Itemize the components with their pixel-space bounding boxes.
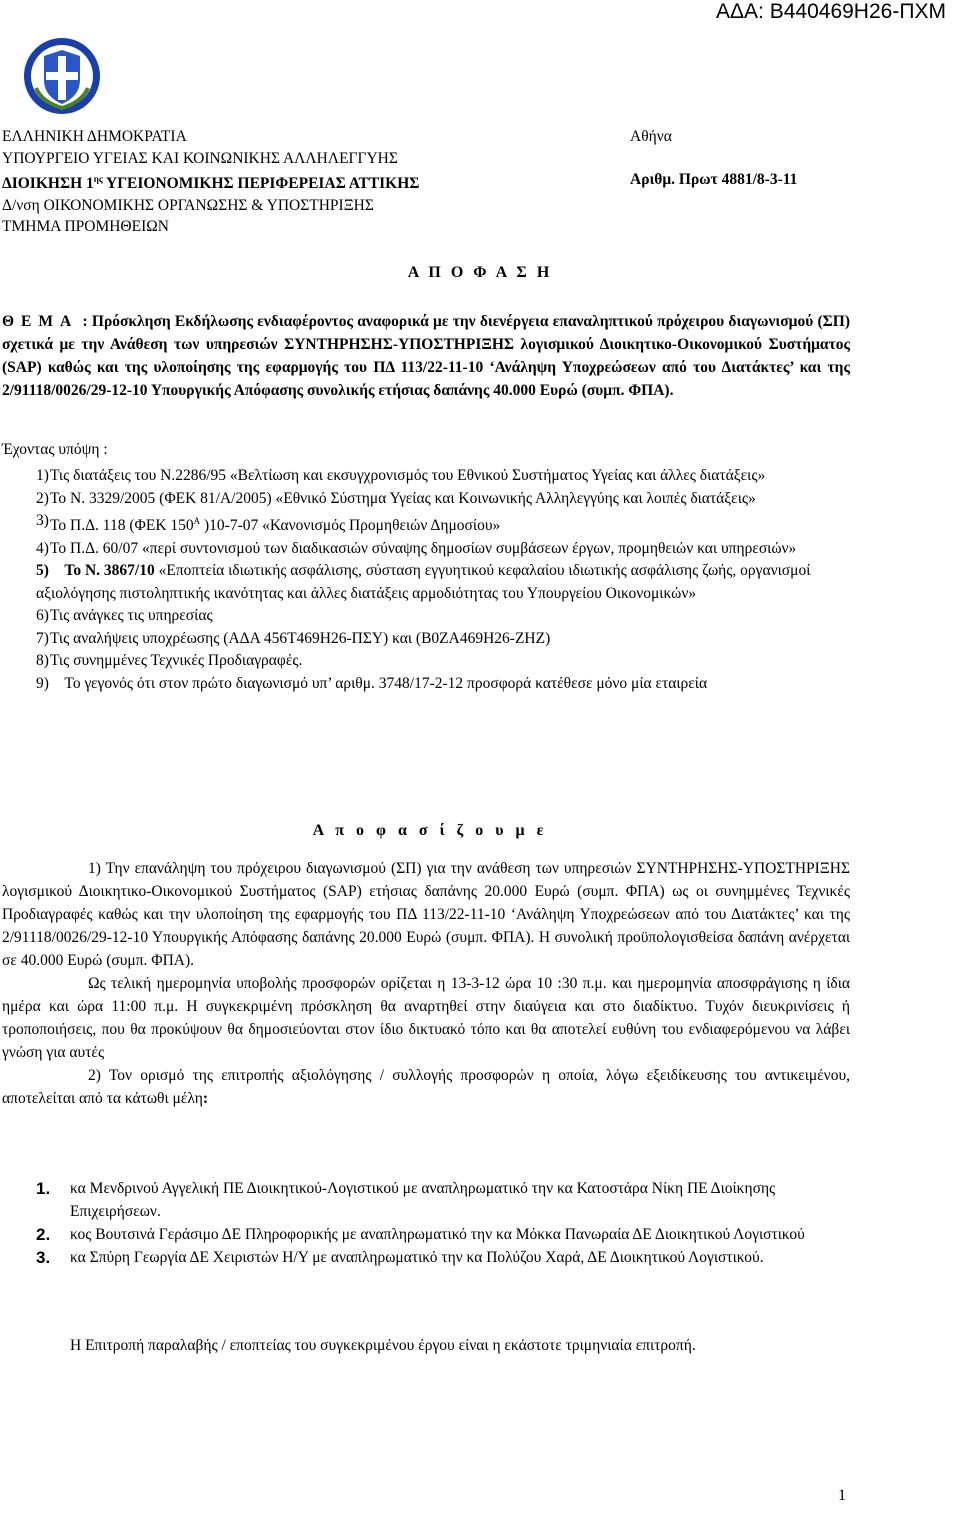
- ada-code: ΑΔΑ: Β440469Η26-ΠΧΜ: [716, 0, 946, 23]
- header-right: [630, 126, 797, 191]
- list-item: 1) Τις διατάξεις του Ν.2286/95 «Βελτίωση και εκσυγχρονισμός του Εθνικού Συστήματος Υγείας και άλλες διατάξεις»: [36, 467, 766, 484]
- subject-label: ΘΕΜΑ: [2, 313, 79, 330]
- document-title: Α Π Ο Φ Α Σ Η: [407, 264, 553, 281]
- closing-text: Η Επιτροπή παραλαβής / εποπτείας του συγκεκριμένου έργου είναι η εκάστοτε τριμηνιαία επιτροπή.: [70, 1337, 696, 1354]
- decision-paragraph-2: 2) Τον ορισμό της επιτροπής αξιολόγησης / συλλογής προσφορών η οποία, λόγω εξειδίκευσης του αντικειμένου, αποτελείται από τα κάτωθι μέλη:: [2, 1067, 850, 1107]
- considering-heading: Έχοντας υπόψη :: [2, 441, 108, 458]
- directorate-line: Δ/νση ΟΙΚΟΝΟΜΙΚΗΣ ΟΡΓΑΝΩΣΗΣ & ΥΠΟΣΤΗΡΙΞΗΣ: [2, 196, 374, 214]
- list-item: 5) Το Ν. 3867/10 «Εποπτεία ιδιωτικής ασφάλισης, σύσταση εγγυητικού κεφαλαίου ιδιωτικής ασφάλισης ζωής, οργανισμοί αξιολόγησης πιστοληπτικής ικανότητας και άλλες διατάξεις αρμοδιότητας του Υπουργείου Οικονομικών»: [36, 562, 811, 602]
- list-item: 6) Τις ανάγκες τις υπηρεσίας: [36, 607, 213, 625]
- header-line: ΥΠΟΥΡΓΕΙΟ ΥΓΕΙΑΣ ΚΑΙ ΚΟΙΝΩΝΙΚΗΣ ΑΛΛΗΛΕΓΓΥΗΣ: [2, 149, 398, 167]
- authority-line: ΔΙΟΙΚΗΣΗ $1^{\eta\varsigma}$ ΥΓΕΙΟΝΟΜΙΚΗΣ ΠΕΡΙΦΕΡΕΙΑΣ ΑΤΤΙΚΗΣ: [2, 174, 420, 193]
- list-item: 7) Τις αναλήψεις υποχρέωσης (ΑΔΑ 456Τ469Η26-ΠΣΥ) και (Β0ΖΑ469Η26-ΖΗΖ): [36, 629, 551, 647]
- list-item: 2) Το Ν. 3329/2005 (ΦΕΚ 81/Α/2005) «Εθνικό Σύστημα Υγείας και Κοινωνικής Αλληλεγγύης και λοιπές διατάξεις»: [36, 489, 756, 507]
- list-item: 4) Το Π.Δ. 60/07 «περί συντονισμού των διαδικασιών σύναψης δημοσίων συμβάσεων έργων, προμηθειών και υπηρεσιών»: [36, 539, 797, 557]
- header-line: ΕΛΛΗΝΙΚΗ ΔΗΜΟΚΡΑΤΙΑ: [2, 128, 187, 145]
- subject: [2, 310, 850, 402]
- issuer-header: [2, 126, 419, 238]
- considerations-list: [2, 465, 862, 695]
- list-item: 3) Το Π.Δ. 118 (ΦΕΚ $150^A$ )10-7-07 «Κανονισμός Προμηθειών Δημοσίου»: [36, 512, 501, 535]
- decision-body: [2, 857, 850, 1110]
- list-item: 9) Το γεγονός ότι στον πρώτο διαγωνισμό υπ’ αριθμ. 3748/17-2-12 προσφορά κατέθεσε μόνο μία εταιρεία: [36, 674, 708, 692]
- decision-paragraph-1: 1) Την επανάληψη του πρόχειρου διαγωνισμού (ΣΠ) για την ανάθεση των υπηρεσιών ΣΥΝΤΗΡΗΣΗΣ-ΥΠΟΣΤΗΡΙΞΗΣ λογισμικού Διοικητικο-Οικονομικού Συστήματος (SAP) ετήσιας δαπάνης 20.000 Ευρώ (συμπ. ΦΠΑ) ως οι συνημμένες Τεχνικές Προδιαγραφές καθώς και την υλοποίηση της εφαρμογής του ΠΔ 113/22-11-10 ‘Ανάληψη Υποχρεώσεων από του Διατάκτες’ και της 2/91118/0026/29-12-10 Υπουργικής Απόφασης δαπάνης 20.000 Ευρώ (συμπ. ΦΠΑ). Η συνολική προϋπολογισθείσα δαπάνη ανέρχεται σε 40.000 Ευρώ (συμπ. ΦΠΑ).: [2, 860, 850, 969]
- list-item: 1. κα Μενδρινού Αγγελική ΠΕ Διοικητικού-Λογιστικού με αναπληρωματικό την κα Κατοστάρα Νίκη ΠΕ Διοίκησης Επιχειρήσεων.: [36, 1179, 776, 1220]
- greek-emblem-icon: [22, 36, 102, 116]
- city: Αθήνα: [630, 128, 672, 145]
- list-item: 3. κα Σπύρη Γεωργία ΔΕ Χειριστών Η/Υ με αναπληρωματικό την κα Πολύζου Χαρά, ΔΕ Διοικητικού Λογιστικού.: [36, 1248, 764, 1267]
- list-item: 2. κος Βουτσινά Γεράσιμο ΔΕ Πληροφορικής με αναπληρωματικό την κα Μόκκα Πανωραία ΔΕ Διοικητικού Λογιστικού: [36, 1225, 805, 1244]
- decision-heading: Α π ο φ α σ ί ζ ο υ μ ε: [312, 822, 548, 839]
- section-line: ΤΜΗΜΑ ΠΡΟΜΗΘΕΙΩΝ: [2, 218, 169, 236]
- list-item: 8) Τις συνημμένες Τεχνικές Προδιαγραφές.: [36, 652, 303, 670]
- subject-text: : Πρόσκληση Εκδήλωσης ενδιαφέροντος αναφορικά με την διενέργεια επαναληπτικού πρόχειρου διαγωνισμού (ΣΠ) σχετικά με την Ανάθεση των υπηρεσιών ΣΥΝΤΗΡΗΣΗΣ-ΥΠΟΣΤΗΡΙΞΗΣ λογισμικού Διοικητικο-Οικονομικού Συστήματος (SAP) καθώς και της υλοποίησης της εφαρμογής του ΠΔ 113/22-11-10 ‘Ανάληψη Υποχρεώσεων από του Διατάκτες’ και της 2/91118/0026/29-12-10 Υπουργικής Απόφασης συνολικής ετήσιας δαπάνης 40.000 Ευρώ (συμπ. ΦΠΑ).: [2, 313, 851, 399]
- protocol-number: Αριθμ. Πρωτ 4881/8-3-11: [630, 171, 798, 188]
- committee-members: [2, 1177, 858, 1269]
- decision-paragraph-date: Ως τελική ημερομηνία υποβολής προσφορών ορίζεται η 13-3-12 ώρα 10 :30 π.μ. και ημερομηνία αποσφράγισης η ίδια ημέρα και ώρα 11:00 π.μ. Η συγκεκριμένη πρόσκληση θα αναρτηθεί στην διαύγεια και στο διαδίκτυο. Τυχόν διευκρινίσεις ή τροποποιήσεις, που θα προκύψουν θα δημοσιεύονται στον ίδιο δικτυακό τόπο και θα αποτελεί ευθύνη του ενδιαφερόμενου να λάβει γνώση για αυτές: [2, 975, 850, 1061]
- page-number: 1: [838, 1487, 846, 1504]
